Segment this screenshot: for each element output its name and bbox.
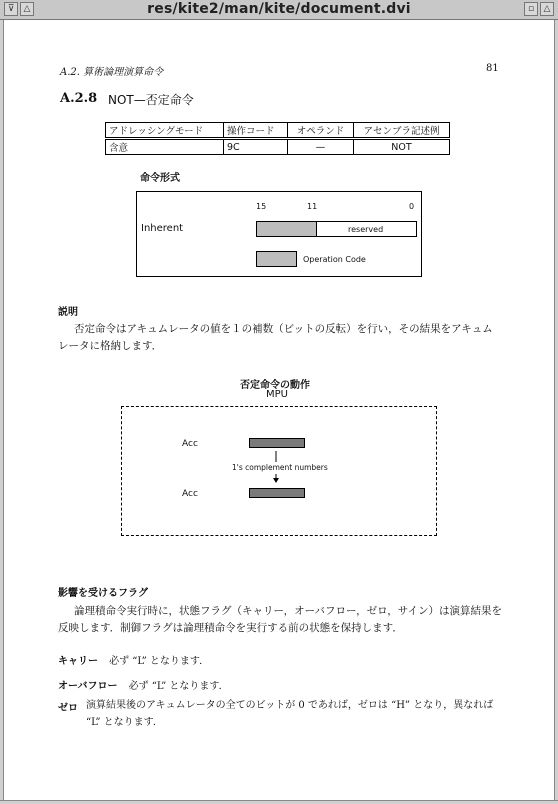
window-border-right[interactable]: [554, 20, 558, 804]
table-header-cell: アセンブラ記述例: [354, 123, 450, 138]
carry-entry: [58, 649, 209, 668]
overflow-label: オーバフロー: [58, 681, 118, 692]
acc-bottom-label: Acc: [182, 489, 198, 499]
carry-label: キャリー: [58, 656, 98, 667]
bit-15-label: 15: [256, 202, 267, 211]
reserved-field: [316, 221, 417, 237]
opcode-field: [256, 221, 317, 237]
table-cell: 9C: [224, 140, 288, 155]
table-header-cell: 操作コード: [224, 123, 288, 138]
page-number: 81: [486, 63, 499, 74]
addressing-table: [105, 122, 450, 155]
window-border-bottom[interactable]: [0, 800, 558, 804]
inherent-label: Inherent: [141, 223, 184, 234]
mpu-box: [121, 406, 437, 536]
carry-text: 必ず “L” となります．: [109, 656, 210, 667]
legend-label: Operation Code: [303, 255, 366, 264]
bit-11-label: 11: [307, 202, 318, 211]
running-header: A.2. 算術論理演算命令: [60, 67, 164, 78]
table-header-cell: オペランド: [288, 123, 354, 138]
table-header-cell: アドレッシングモード: [106, 123, 224, 138]
flags-intro: 論理積命令実行時に，状態フラグ（キャリー，オーバフロー，ゼロ，サイン）は演算結果を反映します．制御フラグは論理積命令を実行する前の状態を保持します．: [58, 605, 502, 634]
diagram-title: 否定命令の動作: [240, 380, 310, 391]
format-diagram: [136, 191, 422, 277]
section-title: NOT—否定命令: [108, 93, 194, 107]
arrow-label: 1's complement numbers: [232, 463, 328, 472]
window-maximize-button[interactable]: △: [540, 2, 554, 16]
overflow-text: 必ず “L” となります．: [128, 681, 229, 692]
bit-0-label: 0: [409, 202, 415, 211]
table-row: [106, 140, 450, 155]
legend-swatch: [256, 251, 297, 267]
format-heading: 命令形式: [140, 173, 180, 184]
window-border-left[interactable]: [0, 20, 4, 804]
zero-text: 演算結果後のアキュムレータの全てのビットが 0 であれば，ゼロは “H” となり，異なれば “L” となります．: [86, 700, 494, 728]
acc-bottom-bar: [249, 488, 305, 498]
window-raise-button[interactable]: △: [20, 2, 34, 16]
table-cell: NOT: [354, 140, 450, 155]
reserved-label: reserved: [348, 225, 384, 234]
window-titlebar: [0, 0, 558, 20]
window-title: res/kite2/man/kite/document.dvi: [147, 1, 411, 17]
description-text: 否定命令はアキュムレータの値を１の補数（ビットの反転）を行い，その結果をアキュムレータに格納します．: [58, 323, 493, 352]
table-cell: —: [288, 140, 354, 155]
table-header-row: [106, 123, 450, 138]
window-menu-button[interactable]: ⊽: [4, 2, 18, 16]
description-heading: 説明: [58, 307, 78, 318]
table-cell: 含意: [106, 140, 224, 155]
diagram-subtitle: MPU: [266, 389, 288, 400]
acc-top-bar: [249, 438, 305, 448]
overflow-entry: [58, 674, 229, 693]
section-number: A.2.8: [60, 91, 98, 106]
flags-heading: 影響を受けるフラグ: [58, 588, 148, 599]
zero-label: ゼロ: [58, 703, 78, 714]
window-iconify-button[interactable]: ▫: [524, 2, 538, 16]
acc-top-label: Acc: [182, 439, 198, 449]
